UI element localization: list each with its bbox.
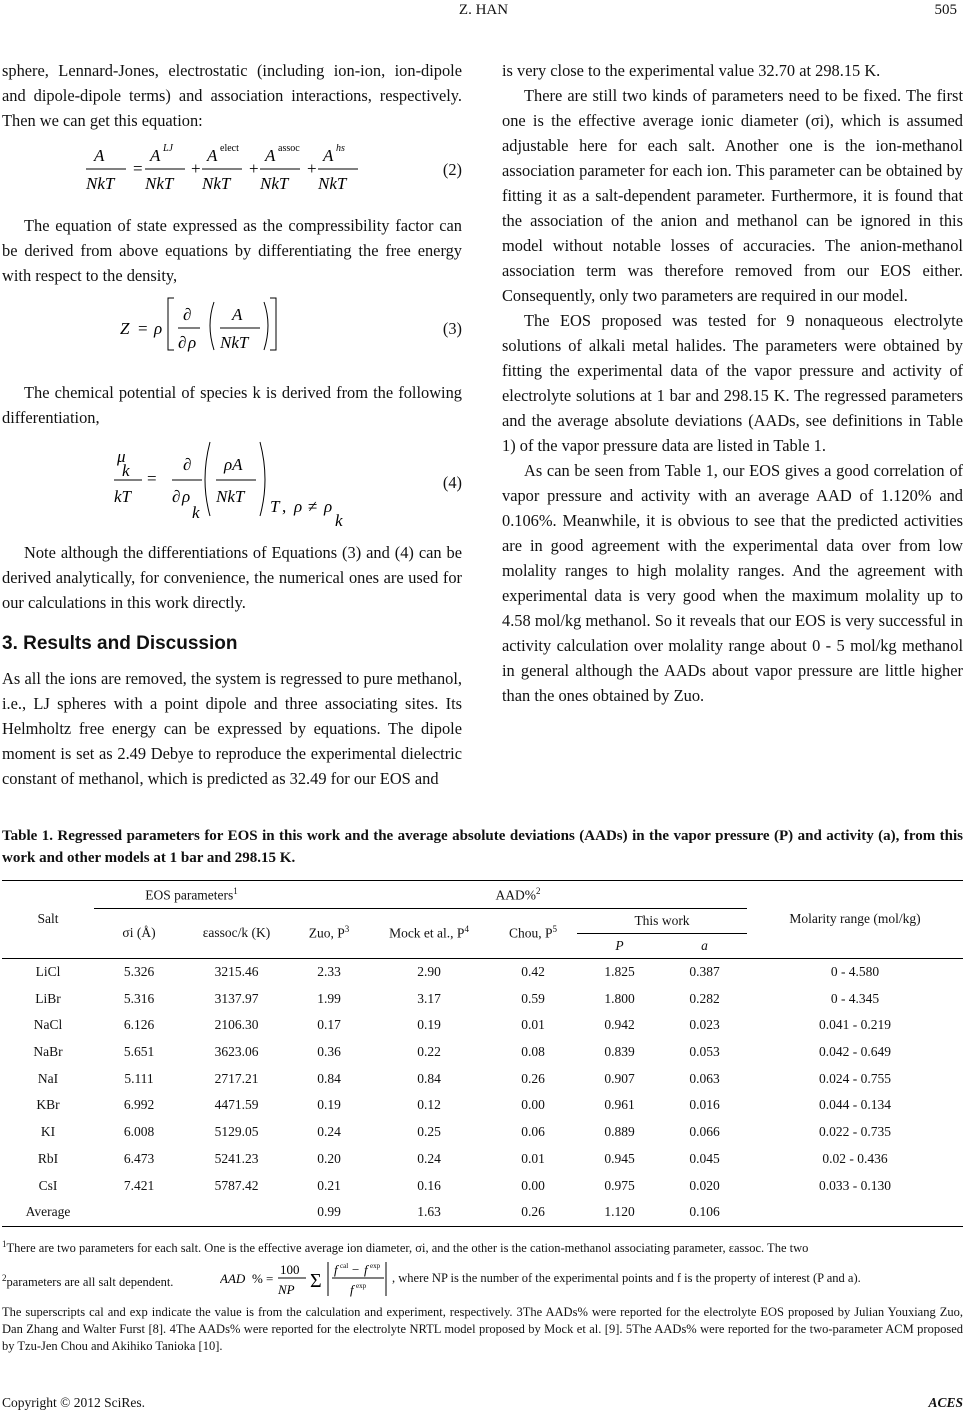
svg-text:ρA: ρA	[224, 455, 243, 474]
svg-text:exp: exp	[356, 1282, 367, 1290]
table-cell: 0.19	[417, 1017, 441, 1033]
svg-text:A: A	[232, 305, 243, 324]
table-cell: 0.907	[604, 1070, 635, 1086]
table-cell	[94, 1199, 184, 1226]
journal-name: ACES	[928, 1395, 963, 1410]
aad-formula	[220, 1256, 390, 1300]
svg-text:T: T	[270, 497, 280, 516]
svg-text:A: A	[207, 146, 218, 165]
page-number: 505	[934, 2, 957, 18]
table-row	[2, 1039, 963, 1066]
left-column	[2, 58, 462, 791]
table-cell: 0.00	[521, 1177, 545, 1193]
equation-3	[2, 288, 462, 368]
th-p: P	[615, 937, 624, 953]
svg-text:NkT: NkT	[86, 174, 115, 193]
table-cell: Average	[25, 1204, 71, 1220]
right-paragraph-2: There are still two kinds of parameters need to be fixed. The first one is the effective average ionic diameter (σi), which is assumed adjustable here for each salt. Another one is the ion-methanol association parameter for each ion. This parameter can be obtained by fitting it as a salt-dependent parameter. Furthermore, it is found that the association of the anion and methanol can be ignored in this model without notable losses of accuracies. The anion-methanol association term was therefore removed from our EOS either. Consequently, only two parameters are required in our model.	[502, 86, 963, 305]
table-row	[2, 1012, 963, 1039]
table-row	[2, 958, 963, 985]
table-cell: 0.59	[521, 990, 545, 1006]
table-cell: 0.99	[317, 1204, 341, 1220]
svg-text:∂: ∂	[183, 305, 192, 324]
footnote-3: The superscripts cal and exp indicate the value is from the calculation and experiment, respectively. 3The AADs% were reported for the electrolyte EOS proposed by Julian Youxiang Zuo, Dan Zhang and Walter Furst [8]. 4The AADs% were reported for the electrolyte NRTL model proposed by Mock et al. [9]. 5The AADs% were reported for the two-parameter ACM proposed by Tzu-Jen Chou and Akihiko Tanioka [10].	[2, 1305, 963, 1353]
table-row-average	[2, 1199, 963, 1226]
svg-text:=: =	[133, 159, 143, 178]
th-molarity: Molarity range (mol/kg)	[747, 881, 963, 959]
table-cell: 0.26	[521, 1204, 545, 1220]
svg-text:Σ: Σ	[310, 1270, 322, 1292]
table-cell: 2.90	[417, 964, 441, 980]
table-cell: 1.120	[604, 1204, 635, 1220]
equation-4-number: (4)	[442, 473, 462, 492]
table-row	[2, 1092, 963, 1119]
table-cell: NaBr	[33, 1044, 63, 1060]
table-cell: 0.022 - 0.735	[819, 1124, 891, 1140]
table-cell: 0.053	[689, 1044, 720, 1060]
table-cell: 2.33	[317, 964, 341, 980]
table-cell: 1.825	[604, 964, 635, 980]
table-cell: 0.02 - 0.436	[822, 1150, 888, 1166]
table-cell: 0.42	[521, 964, 545, 980]
svg-text:≠: ≠	[308, 497, 318, 516]
th-eos-params: EOS parameters$^1$	[94, 881, 289, 909]
table-cell: KBr	[36, 1097, 60, 1113]
table-cell: 0.06	[521, 1124, 545, 1140]
table-cell: 0.84	[417, 1070, 441, 1086]
table-cell	[747, 1199, 963, 1226]
table-row	[2, 1146, 963, 1173]
right-paragraph-1: is very close to the experimental value 32.70 at 298.15 K.	[502, 61, 881, 80]
table-cell: 0.01	[521, 1017, 545, 1033]
svg-text:LJ: LJ	[163, 143, 173, 154]
page-header	[0, 2, 967, 26]
table-cell: 5129.05	[214, 1124, 259, 1140]
table-row	[2, 1172, 963, 1199]
table-cell	[184, 1199, 289, 1226]
table-cell: 0.020	[689, 1177, 720, 1193]
svg-text:ρ: ρ	[182, 487, 191, 506]
table-cell: CsI	[38, 1177, 58, 1193]
svg-text:+: +	[307, 159, 317, 178]
table-cell: 1.63	[417, 1204, 441, 1220]
table-cell: 0.033 - 0.130	[819, 1177, 891, 1193]
table-cell: 0.36	[317, 1044, 341, 1060]
table-cell: 0.22	[417, 1044, 441, 1060]
svg-text:∂: ∂	[183, 455, 192, 474]
left-paragraph-5: As all the ions are removed, the system is regressed to pure methanol, i.e., LJ spheres with a point dipole and three associating sites. Its Helmholtz free energy can be expressed by equations. The dipole moment is set as 2.49 Debye to reproduce the experimental dielectric constant of methanol, which is predicted as 32.49 for our EOS and	[2, 669, 462, 788]
svg-text:k: k	[335, 511, 343, 530]
table-cell: 5.316	[123, 990, 155, 1006]
table-cell: 0.17	[317, 1017, 341, 1033]
table-cell: 0.20	[317, 1150, 341, 1166]
table-cell: 5787.42	[214, 1177, 259, 1193]
svg-text:NkT: NkT	[260, 174, 289, 193]
table-cell: 0.387	[689, 964, 720, 980]
th-zuo: Zuo, $P^3$	[308, 924, 350, 941]
svg-text:A: A	[150, 146, 161, 165]
svg-text:k: k	[122, 461, 130, 480]
table-cell: 0.19	[317, 1097, 341, 1113]
footnote-2: $^2$parameters are all salt dependent. AAD % = 100 NP Σ f cal − f exp f exp , where NP is the number of the experimental points and f is the property of interest (P and a).	[2, 1256, 963, 1300]
section-heading: 3. Results and Discussion	[2, 633, 238, 654]
table-row	[2, 1119, 963, 1146]
table-cell: 0.975	[604, 1177, 635, 1193]
table-cell: 3215.46	[214, 964, 259, 980]
table-cell: 6.473	[123, 1150, 155, 1166]
table-cell: 0.023	[689, 1017, 720, 1033]
svg-text:=: =	[138, 319, 148, 338]
table-cell: 1.800	[604, 990, 635, 1006]
th-a: a	[701, 937, 708, 953]
svg-text:exp: exp	[370, 1262, 381, 1270]
table-cell: 0 - 4.580	[830, 964, 880, 980]
table-cell: 5241.23	[214, 1150, 259, 1166]
equation-2	[2, 133, 462, 203]
table-cell: LiBr	[35, 990, 61, 1006]
table-cell: 6.008	[123, 1124, 155, 1140]
right-column	[502, 58, 963, 708]
table-cell: 0.045	[689, 1150, 720, 1166]
svg-text:,: ,	[282, 497, 287, 516]
page-footer	[2, 1395, 963, 1411]
table-cell: NaCl	[33, 1017, 63, 1033]
svg-text:NkT: NkT	[216, 487, 245, 506]
th-this-work	[577, 908, 747, 958]
table-cell: 0.016	[689, 1097, 720, 1113]
table-cell: LiCl	[35, 964, 61, 980]
table-cell: 0.01	[521, 1150, 545, 1166]
table-cell: 0.106	[689, 1204, 720, 1220]
svg-text:NkT: NkT	[145, 174, 174, 193]
svg-text:f: f	[364, 1262, 368, 1277]
table-cell: 0.08	[521, 1044, 545, 1060]
svg-text:cal: cal	[340, 1262, 349, 1270]
table-row	[2, 985, 963, 1012]
table-body	[2, 958, 963, 1226]
table-cell: 0.042 - 0.649	[819, 1044, 891, 1060]
svg-text:A: A	[265, 146, 276, 165]
table-cell: 0.066	[689, 1124, 720, 1140]
table-cell: 0.041 - 0.219	[819, 1017, 891, 1033]
table-cell: 2717.21	[214, 1070, 259, 1086]
svg-text:ρ: ρ	[154, 319, 163, 338]
left-paragraph-1: sphere, Lennard-Jones, electrostatic (including ion-ion, ion-dipole and dipole-dipole terms) and association interactions, respectively. Then we can get this equation:	[2, 61, 462, 130]
svg-text:Z: Z	[120, 319, 130, 338]
table-cell: 0.25	[417, 1124, 441, 1140]
table-cell: 0.942	[604, 1017, 635, 1033]
svg-text:NkT: NkT	[318, 174, 347, 193]
table-cell: 0.839	[604, 1044, 635, 1060]
table-cell: 0.16	[417, 1177, 441, 1193]
th-aad: AAD%$^2$	[289, 881, 747, 909]
th-sigma: σi (Å)	[122, 925, 156, 941]
svg-text:ρ: ρ	[188, 333, 197, 352]
table-cell: 0.282	[689, 990, 720, 1006]
table-cell: 0.12	[417, 1097, 441, 1113]
table-cell: 0.063	[689, 1070, 720, 1086]
footnote-2-tail: , where NP is the number of the experimental points and f is the property of interest (P and a).	[392, 1271, 861, 1285]
th-mock: Mock et al., $P^4$	[389, 924, 469, 941]
svg-text:%: %	[252, 1271, 263, 1286]
table-cell: 4471.59	[214, 1097, 259, 1113]
svg-text:hs: hs	[336, 143, 345, 154]
svg-text:∂: ∂	[178, 333, 187, 352]
equation-2-number: (2)	[442, 160, 462, 179]
table-cell: 3.17	[417, 990, 441, 1006]
svg-text:ρ: ρ	[294, 497, 303, 516]
table-cell: 0.84	[317, 1070, 341, 1086]
table-cell: 5.651	[123, 1044, 155, 1060]
svg-text:kT: kT	[114, 487, 131, 506]
th-this-work-label: This work	[577, 909, 747, 934]
table-cell: 0.945	[604, 1150, 635, 1166]
table-row	[2, 1065, 963, 1092]
table-cell: 0.21	[317, 1177, 341, 1193]
running-author: Z. HAN	[458, 2, 509, 18]
table-cell: NaI	[37, 1070, 59, 1086]
svg-text:f: f	[334, 1262, 338, 1277]
table-cell: 0.24	[317, 1124, 341, 1140]
svg-text:μ: μ	[117, 447, 126, 466]
table-cell: 6.126	[123, 1017, 155, 1033]
svg-text:f: f	[350, 1282, 354, 1297]
table-cell: 0.961	[604, 1097, 635, 1113]
table-cell: 0.024 - 0.755	[819, 1070, 891, 1086]
table-cell: RbI	[37, 1150, 59, 1166]
th-eps: εassoc/k (K)	[202, 925, 271, 941]
copyright: Copyright © 2012 SciRes.	[2, 1395, 146, 1410]
right-paragraph-4: As can be seen from Table 1, our EOS gives a good correlation of vapor pressure and activity with an average AAD of 1.120% and 0.106%. Meanwhile, it is obvious to see that the predicted activities are in good agreement with the experimental data over from low molality ranges to high molality ranges. And the agreement with experimental data is very good when the maximum molality up to 4.58 mol/kg methanol. So it reveals that our EOS is very successful in activity calculation over molality range about 0 - 5 mol/kg methanol in general although the AADs about vapor pressure are little higher than the ones obtained by Zuo.	[502, 461, 963, 705]
table-cell: 6.992	[123, 1097, 155, 1113]
svg-text:−: −	[352, 1262, 360, 1277]
svg-text:assoc: assoc	[278, 143, 300, 154]
table-cell: 5.111	[124, 1070, 154, 1086]
table-cell: 0.24	[417, 1150, 441, 1166]
svg-text:∂: ∂	[172, 487, 181, 506]
table-cell: 3623.06	[214, 1044, 259, 1060]
table-cell: 5.326	[123, 964, 155, 980]
table-cell: 0.044 - 0.134	[819, 1097, 891, 1113]
equation-3-number: (3)	[442, 319, 462, 338]
left-paragraph-4: Note although the differentiations of Equations (3) and (4) can be derived analytically, for convenience, the numerical ones are used for our calculations in this work directly.	[2, 543, 462, 612]
svg-text:+: +	[249, 159, 259, 178]
svg-text:=: =	[266, 1271, 274, 1286]
equation-3-formula	[2, 288, 402, 368]
svg-text:A: A	[94, 146, 105, 165]
svg-text:AAD: AAD	[220, 1271, 246, 1286]
svg-text:NkT: NkT	[202, 174, 231, 193]
svg-text:NP: NP	[278, 1282, 295, 1297]
left-paragraph-3: The chemical potential of species k is derived from the following differentiation,	[2, 383, 462, 427]
right-paragraph-3: The EOS proposed was tested for 9 nonaqueous electrolyte solutions of alkali metal halides. The parameters were obtained by fitting the experimental data of the vapor pressure and activity of electrolyte solutions at 1 bar and 298.15 K. The regressed parameters and the average absolute deviations (AADs, see definitions in Table 1) of the vapor pressure data are listed in Table 1.	[502, 311, 963, 455]
svg-text:elect: elect	[220, 143, 239, 154]
svg-text:k: k	[192, 503, 200, 522]
footnote-1: $^1$There are two parameters for each salt. One is the effective average ion diameter, σi, and the other is the cation-methanol associating parameter, εassoc. The two	[2, 1239, 809, 1256]
th-chou: Chou, $P^5$	[508, 924, 557, 941]
table-cell: 0.889	[604, 1124, 635, 1140]
equation-4	[2, 430, 462, 530]
table-cell: 0 - 4.345	[830, 990, 880, 1006]
table-cell: 2106.30	[214, 1017, 259, 1033]
table-cell: 0.26	[521, 1070, 545, 1086]
table-cell: 7.421	[123, 1177, 155, 1193]
svg-text:NkT: NkT	[220, 333, 249, 352]
svg-text:100: 100	[280, 1262, 300, 1277]
table-caption: Table 1. Regressed parameters for EOS in this work and the average absolute deviations (AADs) in the vapor pressure (P) and activity (a), from this work and other models at 1 bar and 298.15 K.	[2, 828, 963, 866]
left-paragraph-2: The equation of state expressed as the compressibility factor can be derived from above equations by differentiating the free energy with respect to the density,	[2, 216, 462, 285]
svg-text:+: +	[191, 159, 201, 178]
table-cell: KI	[40, 1124, 56, 1140]
th-salt: Salt	[2, 881, 94, 959]
svg-text:ρ: ρ	[324, 497, 333, 516]
results-table	[2, 880, 963, 1227]
table-cell: 1.99	[317, 990, 341, 1006]
table-cell: 0.00	[521, 1097, 545, 1113]
table-cell: 3137.97	[214, 990, 259, 1006]
svg-text:A: A	[323, 146, 334, 165]
equation-4-formula	[2, 430, 402, 530]
equation-2-formula	[2, 133, 402, 203]
svg-text:=: =	[147, 469, 157, 488]
